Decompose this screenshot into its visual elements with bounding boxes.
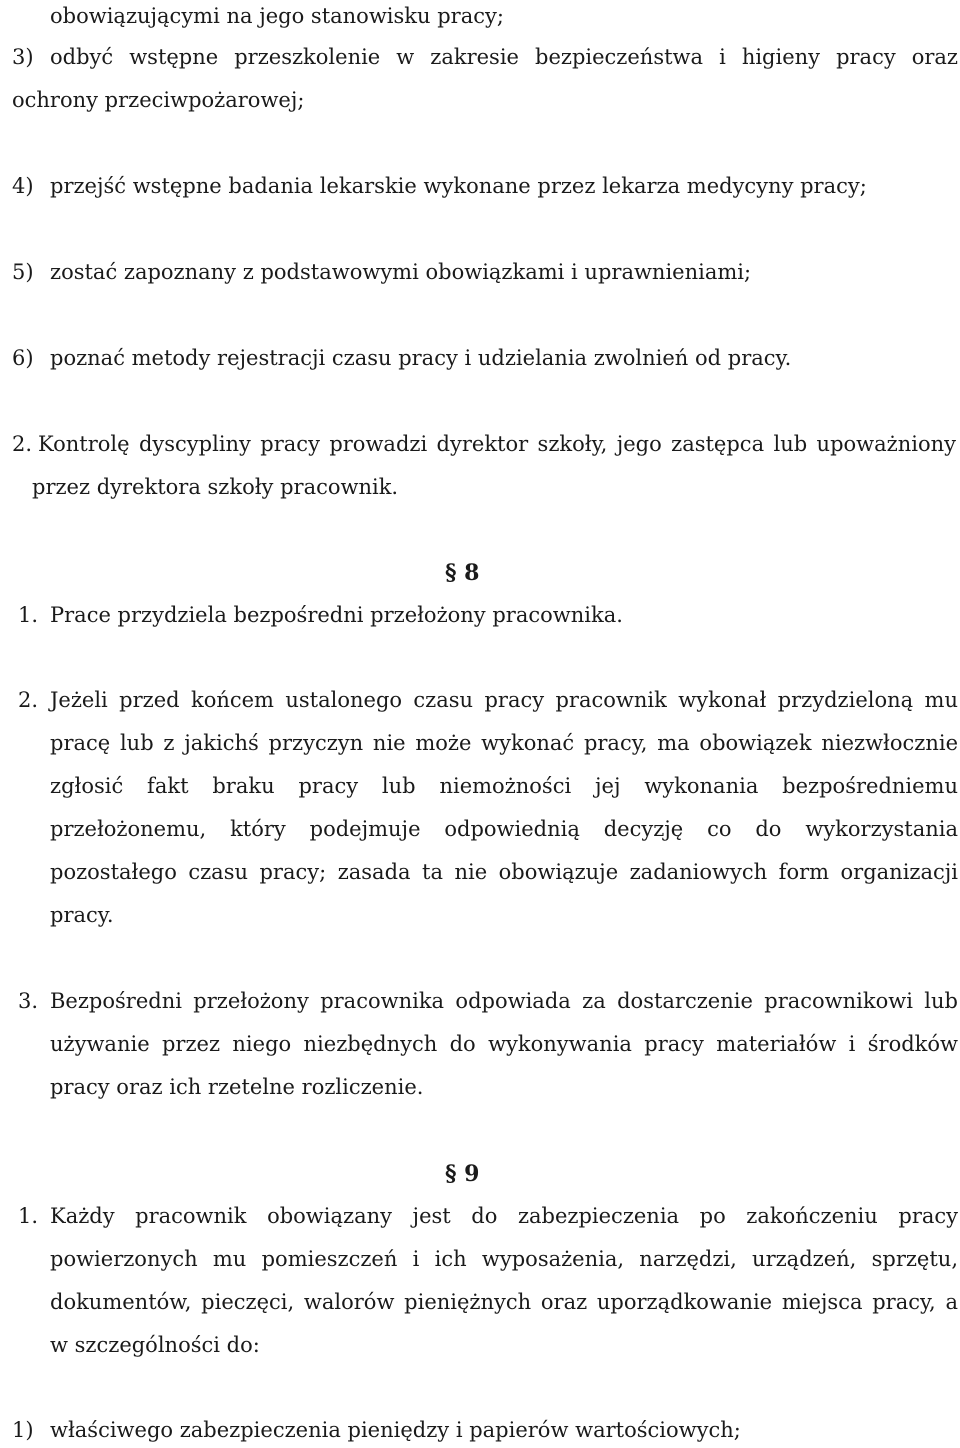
list-item-text: zostać zapoznany z podstawowymi obowiązkami i uprawnieniami; — [50, 260, 752, 284]
paragraph-number: 3. — [18, 989, 39, 1013]
paragraph-text: Każdy pracownik obowiązany jest do zabezpieczenia po zakończeniu pracy powierzonych mu pomieszczeń i ich wyposażenia, narzędzi, urządzeń, sprzętu, dokumentów, pieczęci, walorów pieniężnych oraz uporządkowanie miejsca pracy, a w szczególności do: — [50, 1204, 958, 1357]
list-item-number: 5) — [12, 260, 34, 284]
paragraph-number: 1. — [18, 603, 39, 627]
list-item-text: poznać metody rejestracji czasu pracy i udzielania zwolnień od pracy. — [50, 346, 792, 370]
list-item-text: odbyć wstępne przeszkolenie w zakresie bezpieczeństwa i higieny pracy oraz — [50, 45, 958, 69]
paragraph-text: Prace przydziela bezpośredni przełożony pracownika. — [50, 603, 623, 627]
paragraph-text: Kontrolę dyscypliny pracy prowadzi dyrektor szkoły, jego zastępca lub upoważniony — [38, 432, 956, 456]
list-item-number: 1) — [12, 1418, 34, 1442]
paragraph-text: Bezpośredni przełożony pracownika odpowiada za dostarczenie pracownikowi lub używanie przez niego niezbędnych do wykonywania pracy materiałów i środków pracy oraz ich rzetelne rozliczenie. — [50, 989, 958, 1099]
list-item-text: przejść wstępne badania lekarskie wykonane przez lekarza medycyny pracy; — [50, 174, 867, 198]
list-item-number: 4) — [12, 174, 34, 198]
list-item-number: 6) — [12, 346, 34, 370]
continuation-line: obowiązującymi na jego stanowisku pracy; — [50, 4, 504, 28]
paragraph-text: Jeżeli przed końcem ustalonego czasu pracy pracownik wykonał przydzieloną mu pracę lub z jakichś przyczyn nie może wykonać pracy, ma obowiązek niezwłocznie zgłosić fakt braku pracy lub niemożności jej wykonania bezpośredniemu przełożonemu, który podejmuje odpowiednią decyzję co do wykorzystania pozostałego czasu pracy; zasada ta nie obowiązuje zadaniowych form organizacji pracy. — [50, 688, 958, 927]
list-item-number: 3) — [12, 45, 34, 69]
section-heading: § 8 — [445, 560, 480, 586]
paragraph-text: przez dyrektora szkoły pracownik. — [32, 475, 399, 499]
paragraph-number: 2. — [12, 432, 33, 456]
paragraph-number: 2. — [18, 688, 39, 712]
list-item-text: ochrony przeciwpożarowej; — [12, 88, 305, 112]
paragraph-number: 1. — [18, 1204, 39, 1228]
section-heading: § 9 — [445, 1161, 480, 1187]
list-item-text: właściwego zabezpieczenia pieniędzy i papierów wartościowych; — [50, 1418, 741, 1442]
